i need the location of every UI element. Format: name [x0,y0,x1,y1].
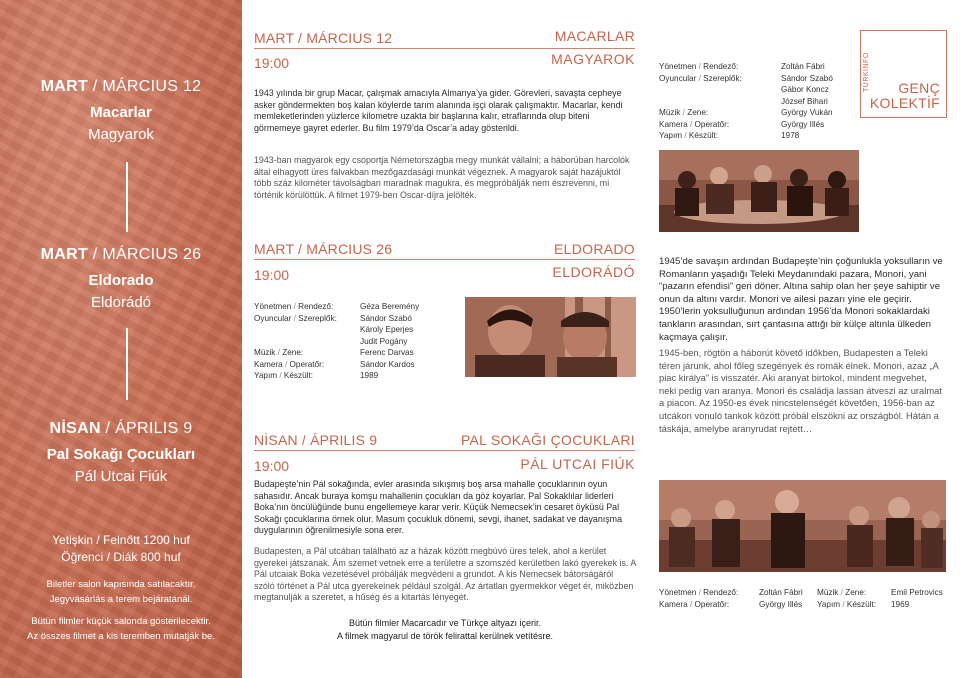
film2-description-tr: 1945’de savaşın ardından Budapeşte’nin çoğunlukla yoksulların ve Romanların yaşadığı Teleki Meydanındaki pazara, Monori, yani “pazarın efendisi” geri döner. Altına sahip olan her şeye sahiptir ve onun da altını vardır. Monori ve ailesi pazarı yine ele geçirir. 1950’lerin yoksulluğunun ardından 1956’da Monori sokaklardaki tankların arasından, sırt çantasına attığı bir külçe altınla ülkeden kaçmaya çalışır. [659,256,943,343]
film1-subtitle: MAGYAROK [551,51,635,67]
film2-credits: Yönetmen / Rendező: Géza Beremény Oyuncular / Szereplők: Sándor Szabó Károly Eperjes Judit Pogány Müzik / Zene: Ferenc Darvas Kamera / Operatőr: Sándor Kardos Yapım / Készült: 1989 [254,302,420,380]
film3-still-image [659,480,946,572]
hall-note-hu: Az összes filmet a kis teremben mutatják be. [27,631,215,642]
sidebar-title-1: Macarlar [90,104,152,121]
film2-time: 19:00 [254,267,290,283]
film1-description-tr: 1943 yılında bir grup Macar, çalışmak amacıyla Almanya’ya gider. Görevleri, savaşta cepheye asker göndermekten boş kalan köylerde tarım alanında işçi olarak çalışmaktır. Macarlar, kendi memleketlerinden yüzlerce kilometre uzakta bir başlarına kalır, etraflarında olup biteni görmemeye gayret ederler. Bu film 1979’da Oscar’a aday gösterildi. [254,88,623,133]
film3-credits-left: Yönetmen / Rendező: Zoltán Fábri Kamera / Operatőr: György Illés [659,588,803,609]
film1-description-hu: 1943-ban magyarok egy csoportja Németországba megy munkát vállalni; a háborúban harcolók által elhagyott üres falvakban mezőgazdasági munkát végeznek. A magyarok saját hazájuktól több száz kilométer távolságban maradnak magukra, és megpróbálják nem észrevenni, mi történik körülöttük. A filmet 1979-ben Oscar-díjra jelölték. [254,155,630,200]
sidebar-panel [0,0,242,678]
film3-credits-right: Müzik / Zene: Emil Petrovics Yapım / Készült: 1969 [817,588,943,609]
sidebar-date-1: MART / MÁRCIUS 12 [40,78,202,95]
film2-still-image [465,297,636,377]
film1-date: MART / MÁRCIUS 12 [254,30,393,46]
film3-description-hu: Budapesten, a Pál utcában található az a házak között megbúvó üres telek, ahol a kerület gyerekei játszanak. Ám szemet vetnek erre a területre a szomszéd kerületben lakó gyerekek is. A Pál utcaiak Boka vezetésével próbálják megvédeni a grundot. A kis Nemecsek bátorságáról szóló történet a Pál utca gyerekeinek például szolgál. Az ártatlan gyermekkor véget ér, miközben megtanulják a szeretet, a hűség és a kitartás lényegét. [254,546,636,602]
turkinfo-label: TÜRKİNFO [863,52,870,92]
logo-text: GENÇ KOLEKTİF [869,80,940,111]
film3-description-tr: Budapeşte’nin Pál sokağında, evler arasında sıkışmış boş arsa mahalle çocuklarının oyun sahasıdır. Ancak buraya komşu mahallenin çocukları da göz koyarlar. Pal Sokaklılar liderleri Boka’nın öncülüğünde bunu engellemeye karar verir. Küçük Nemecsek’in cesaret öyküsü Pal Sokağı çocuklarına örnek olur. Masum çocukluk dönemi, sevgi, ihanet, sadakat ve dayanışma duygularının öğrenilmesiyle sona erer. [254,479,623,535]
subtitle-footnote: Bütün filmler Macarcadır ve Türkçe altyazı içerir. A filmek magyarul de török felirattal kerülnek vetítésre. [336,618,554,641]
film3-divider [254,450,635,451]
hall-note-tr: Bütün filmler küçük salonda gösterilecektir. [31,616,211,627]
sidebar-subtitle-2: Eldorádó [90,294,152,311]
sidebar-subtitle-1: Magyarok [88,126,154,143]
film3-title: PAL SOKAĞI ÇOCUKLARI [460,432,635,448]
film1-still-image [659,150,859,232]
ticket-note-hu: Jegyvásárlás a terem bejáratánál. [49,594,193,605]
film3-time: 19:00 [254,458,290,474]
film1-credits: Yönetmen / Rendező: Zoltán Fábri Oyuncular / Szereplők: Sándor Szabó Gábor Koncz József Bihari Müzik / Zene: György Vukán Kamera / Operatőr: György Illés Yapım / Készült: 1978 [659,62,833,140]
ticket-note-tr: Biletler salon kapısında satılacaktır. [46,579,196,590]
sidebar-divider [126,328,128,400]
film3-date: NİSAN / ÁPRILIS 9 [254,432,378,448]
sidebar-date-2: MART / MÁRCIUS 26 [40,246,202,263]
film2-title: ELDORADO [554,241,635,257]
film3-subtitle: PÁL UTCAI FIÚK [520,456,635,472]
film2-date: MART / MÁRCIUS 26 [254,241,393,257]
film2-divider [254,259,635,260]
sidebar-title-2: Eldorado [88,272,154,289]
film2-description-hu: 1945-ben, rögtön a háborút követő időkben, Budapesten a Teleki téren járunk, ahol főleg szegények és romák élnek. Monori, azaz „A piac királya” is visszatér. Aki aranyat birtokol, mindent megvehet, neki pedig van aranya. Monori és családja lassan átveszi az uralmat a piacon. Az 1950-es évek nincstelenségét követően, 1956-ban az utcákon vonuló tankok között próbál elszökni az országból. Hátán a táskája, amelybe aranyrudat rejtett… [659,347,942,434]
film1-divider [254,48,635,49]
film1-time: 19:00 [254,55,290,71]
film2-subtitle: ELDORÁDÓ [552,264,635,280]
sidebar-title-3: Pal Sokağı Çocukları [46,446,196,463]
price-student: Öğrenci / Diák 800 huf [61,550,181,564]
sidebar-divider [126,162,128,232]
genc-kolektif-logo [860,30,947,118]
film1-title: MACARLAR [554,28,635,44]
price-adult: Yetişkin / Felnőtt 1200 huf [52,533,190,547]
sidebar-subtitle-3: Pál Utcai Fiúk [74,468,168,485]
sidebar-date-3: NİSAN / ÁPRILIS 9 [49,420,193,437]
